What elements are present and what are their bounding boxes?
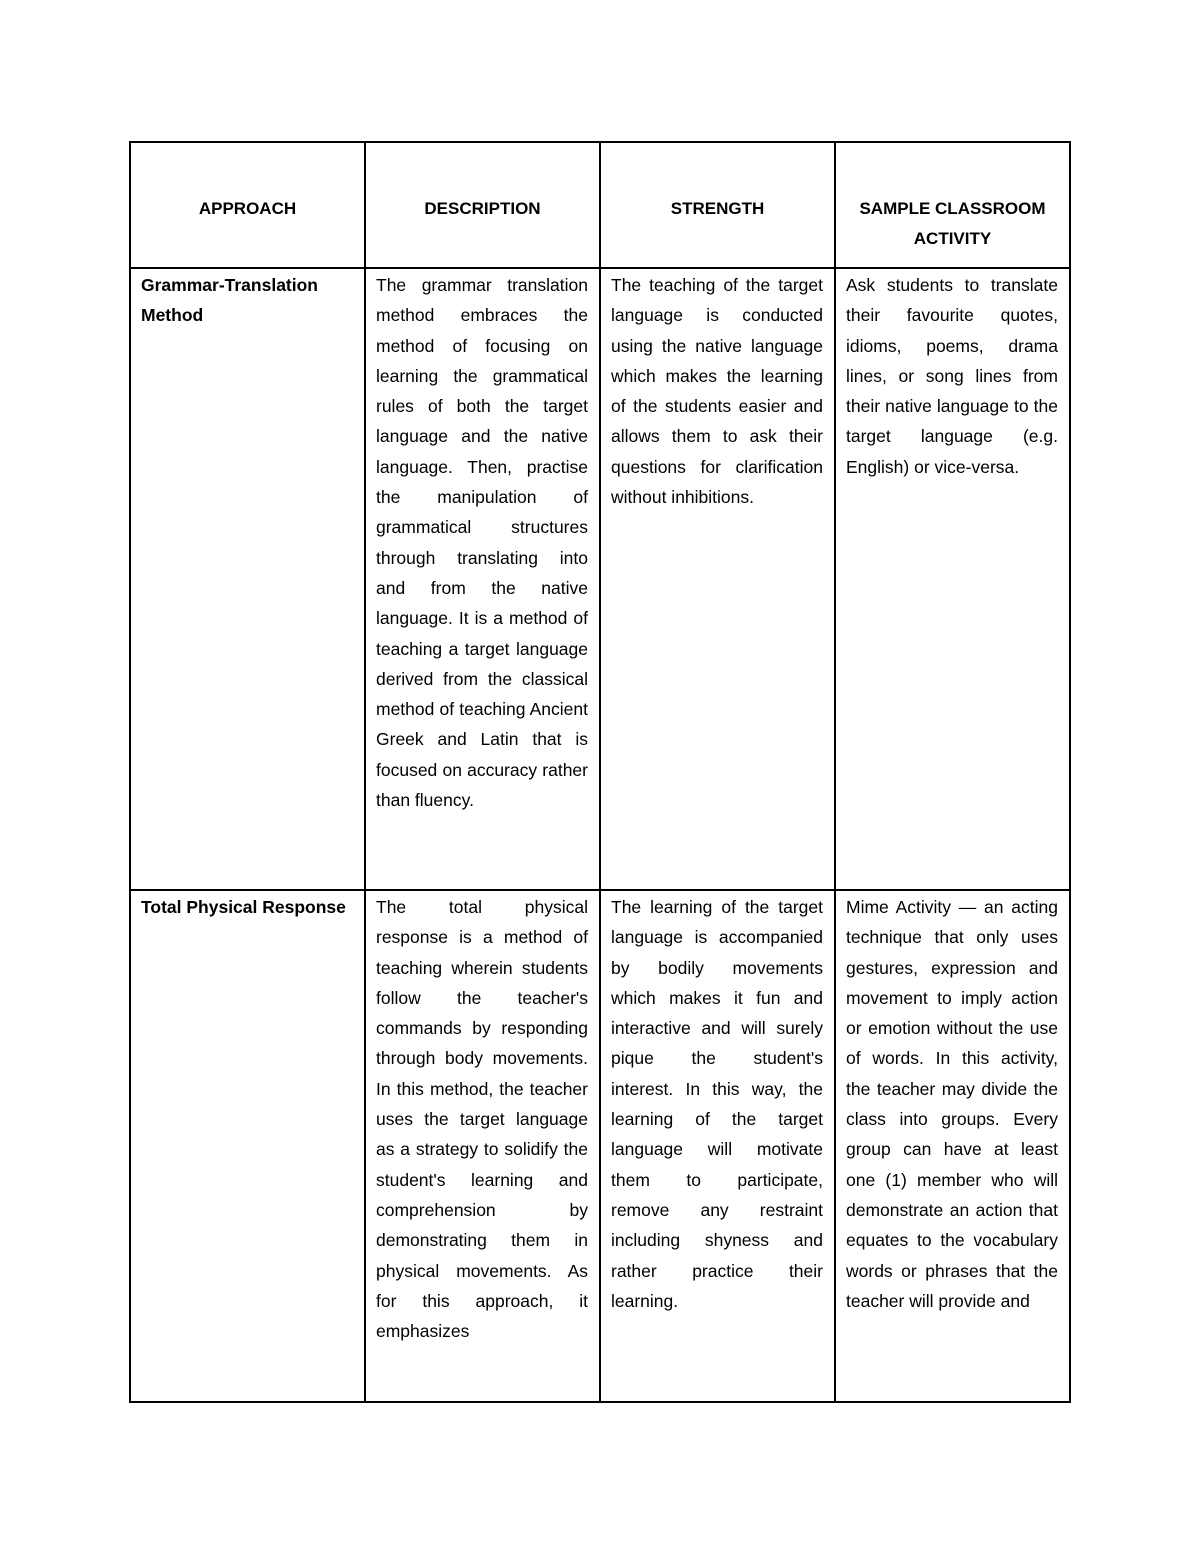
approach-cell xyxy=(130,890,365,1402)
table-header-row xyxy=(130,142,1070,268)
activity-text: Mime Activity — an acting technique that only uses gestures, expression and movement to imply action or emotion without the use of words. In this activity, the teacher may divide the class into groups. Every group can have at least one (1) member who will demonstrate an action that equates to the vocabulary words or phrases that the teacher will provide and xyxy=(846,897,1058,1311)
description-cell xyxy=(365,268,600,890)
approach-name: Grammar-Translation Method xyxy=(141,275,318,325)
header-strength xyxy=(600,142,835,268)
strength-cell xyxy=(600,890,835,1402)
approach-name: Total Physical Response xyxy=(141,897,346,917)
description-cell xyxy=(365,890,600,1402)
description-text: The total physical response is a method of teaching wherein students follow the teacher's commands by responding through body movements. In this method, the teacher uses the target language as a strategy to solidify the student's learning and comprehension by demonstrating them in physical movements. As for this approach, it emphasizes xyxy=(376,897,588,1342)
activity-text: Ask students to translate their favourite quotes, idioms, poems, drama lines, or song lines from their native language to the target language (e.g. English) or vice-versa. xyxy=(846,275,1058,477)
description-text: The grammar translation method embraces the method of focusing on learning the grammatical rules of both the target language and the native language. Then, practise the manipulation of grammatical structures through translating into and from the native language. It is a method of teaching a target language derived from the classical method of teaching Ancient Greek and Latin that is focused on accuracy rather than fluency. xyxy=(376,275,588,811)
activity-cell xyxy=(835,268,1070,890)
strength-text: The teaching of the target language is conducted using the native language which makes the learning of the students easier and allows them to ask their questions for clarification without inhibitions. xyxy=(611,275,823,508)
approach-cell xyxy=(130,268,365,890)
activity-cell xyxy=(835,890,1070,1402)
header-sample-activity xyxy=(835,142,1070,268)
header-label: DESCRIPTION xyxy=(424,199,541,218)
header-label: APPROACH xyxy=(198,199,297,218)
header-label: STRENGTH xyxy=(670,199,765,218)
approaches-table xyxy=(129,141,1071,1403)
table-row xyxy=(130,268,1070,890)
strength-cell xyxy=(600,268,835,890)
header-approach xyxy=(130,142,365,268)
header-description xyxy=(365,142,600,268)
table-row xyxy=(130,890,1070,1402)
strength-text: The learning of the target language is accompanied by bodily movements which makes it fun and interactive and will surely pique the student's interest. In this way, the learning of the target language will motivate them to participate, remove any restraint including shyness and rather practice their learning. xyxy=(611,897,823,1311)
header-label: SAMPLE CLASSROOM ACTIVITY xyxy=(859,199,1046,248)
